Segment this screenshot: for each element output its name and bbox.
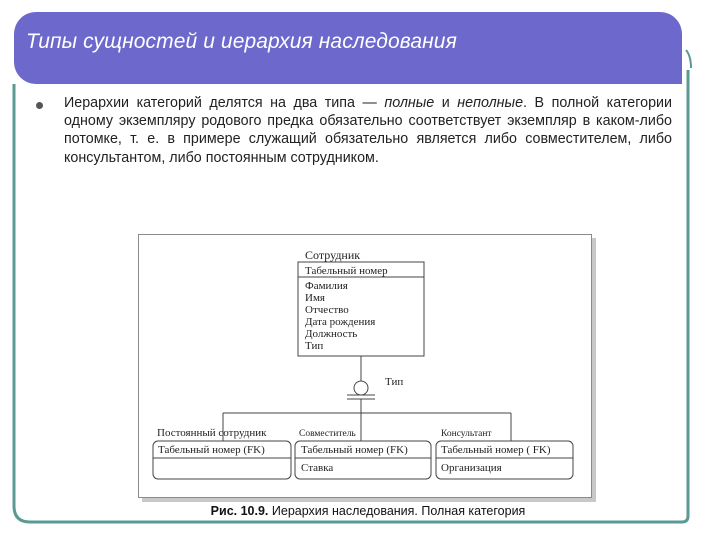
- parent-attribute: Имя: [305, 292, 325, 304]
- parent-attribute: Дата рождения: [305, 316, 376, 328]
- bullet-text-part2: и: [434, 95, 458, 111]
- caption-lead: Рис. 10.9.: [210, 504, 269, 518]
- child-entity-name: Консультант: [441, 429, 492, 439]
- child-attribute: Организация: [441, 462, 502, 474]
- bullet-text-part1: Иерархии категорий делятся на два типа —: [64, 95, 385, 111]
- child-entity-name: Совместитель: [299, 429, 356, 439]
- child-key-attribute: Табельный номер (FK): [301, 444, 408, 456]
- slide-title: Типы сущностей и иерархия наследования: [26, 30, 457, 53]
- bullet-icon: [36, 102, 43, 109]
- bullet-text-part3: . В полной категории одному экземпляру родового предка обязательно соответствует экземпляр в каком-либо потомке, т. е. в примере служащий обязательно является либо совместителем, либо консультантом, либо постоянным сотрудником.: [64, 95, 672, 166]
- parent-attribute: Должность: [305, 328, 358, 340]
- figure-caption: [178, 504, 558, 518]
- bullet-text: [64, 94, 672, 167]
- parent-key-attribute: Табельный номер: [305, 265, 388, 277]
- er-diagram: [139, 235, 591, 497]
- parent-attribute: Тип: [305, 340, 324, 352]
- parent-attribute: Фамилия: [305, 280, 348, 292]
- parent-entity-name: Сотрудник: [305, 248, 361, 262]
- child-key-attribute: Табельный номер ( FK): [441, 444, 551, 456]
- child-key-attribute: Табельный номер (FK): [158, 444, 265, 456]
- parent-attribute: Отчество: [305, 304, 349, 316]
- bullet-em-full: полные: [384, 95, 435, 111]
- discriminator-label: Тип: [385, 376, 404, 388]
- caption-text: Иерархия наследования. Полная категория: [268, 504, 526, 518]
- bullet-em-incomplete: неполные: [457, 95, 524, 111]
- child-attribute: Ставка: [301, 462, 334, 474]
- category-circle-icon: [354, 381, 368, 395]
- child-entity-name: Постоянный сотрудник: [157, 427, 267, 439]
- diagram-figure: [138, 234, 592, 498]
